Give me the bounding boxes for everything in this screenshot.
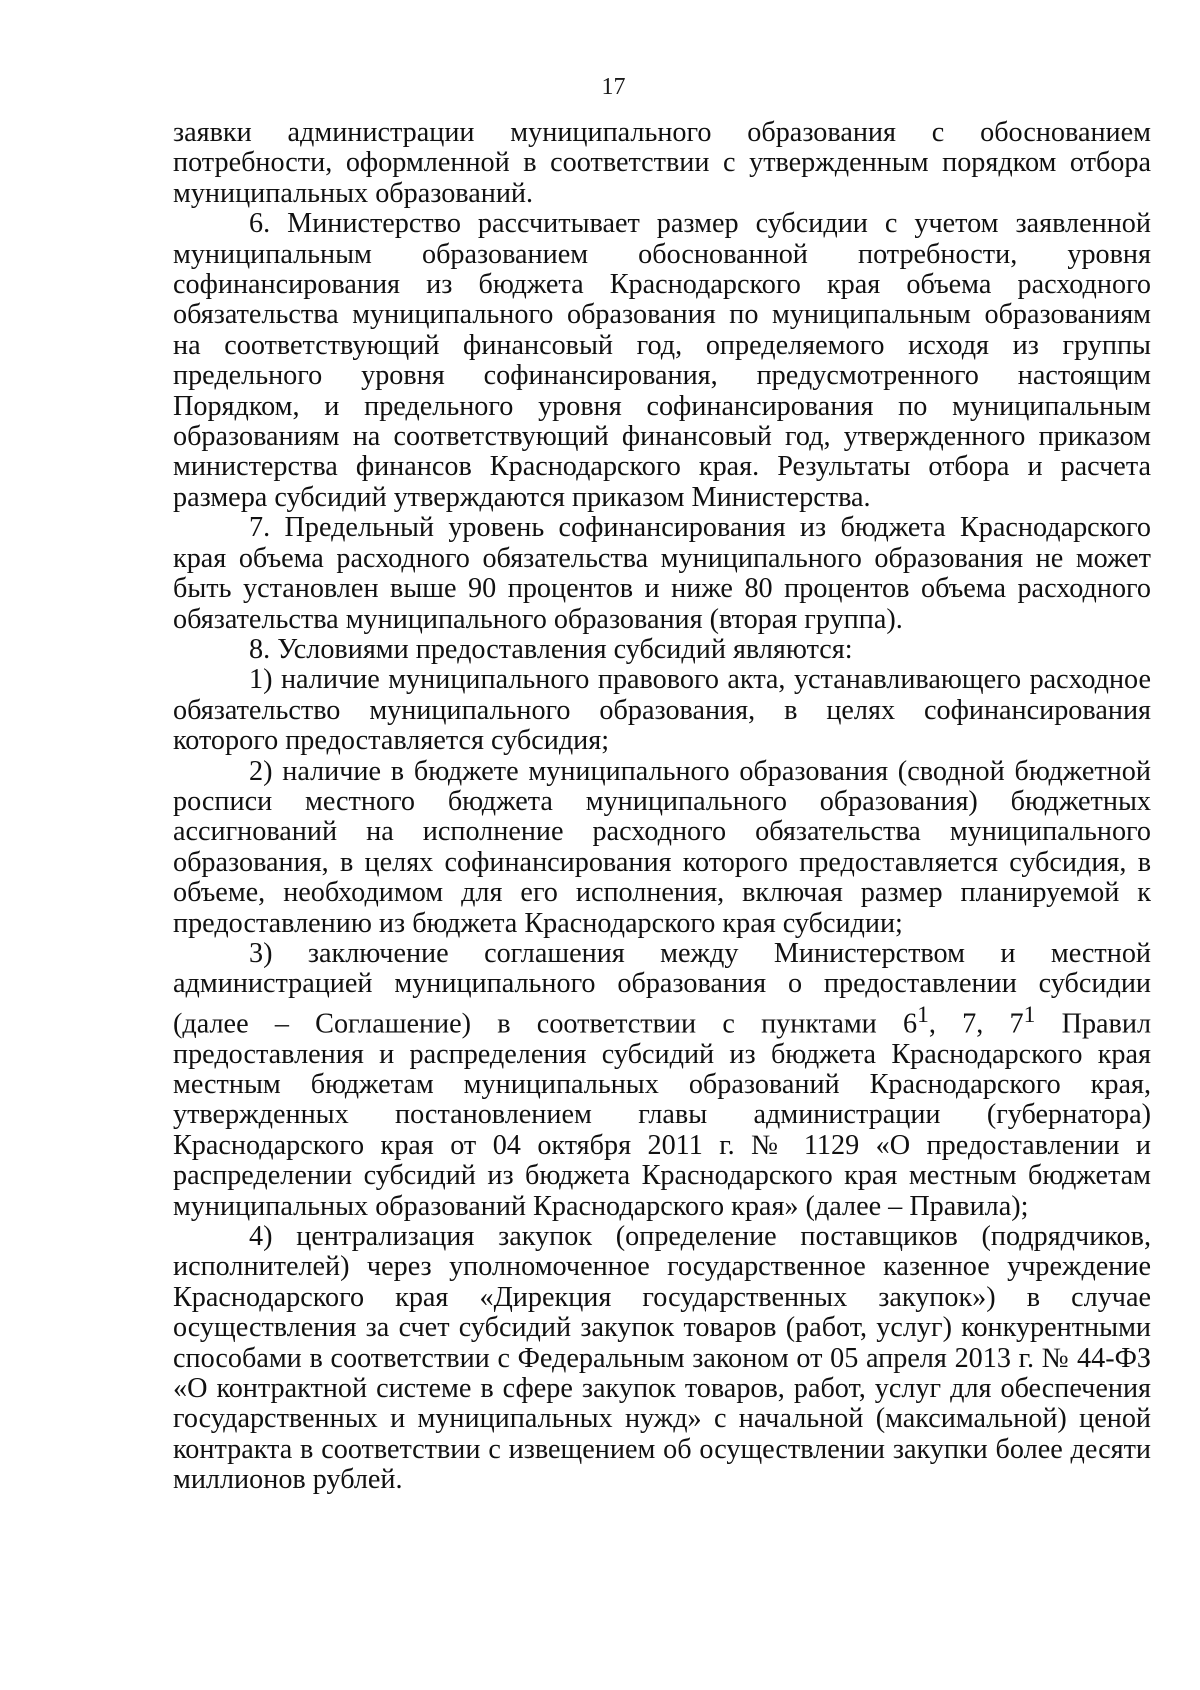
page-number: 17 — [601, 74, 626, 100]
paragraph-application-continuation: заявки администрации муниципального образования с обоснованием потребности, оформленной в соответствии с утвержденным порядком отбора муниципальных образований. — [173, 117, 1151, 209]
superscript-2: 1 — [1023, 1001, 1036, 1028]
paragraph-item-6: 6. Министерство рассчитывает размер субсидии с учетом заявленной муниципальным образованием обоснованной потребности, уровня софинансирования из бюджета Краснодарского края объема расходного обязательства муниципального образования по муниципальным образованиям на соответствующий финансовый год, определяемого исходя из группы предельного уровня софинансирования, предусмотренного настоящим Порядком, и предельного уровня софинансирования по муниципальным образованиям на соответствующий финансовый год, утвержденного приказом министерства финансов Краснодарского края. Результаты отбора и расчета размера субсидий утверждаются приказом Министерства. — [173, 208, 1151, 513]
paragraph-item-8: 8. Условиями предоставления субсидий являются: — [249, 633, 853, 665]
paragraph-item-8-3 — [173, 939, 1151, 1222]
superscript-1: 1 — [917, 1001, 929, 1028]
paragraph-item-8-3-part-a: 3) заключение соглашения между Министерством и местной администрацией муниципального образования о предоставлении субсидии (далее – Соглашение) в соответствии с пунктами 6 — [173, 937, 1151, 1040]
paragraph-item-8-4: 4) централизация закупок (определение поставщиков (подрядчиков, исполнителей) через уполномоченное государственное казенное учреждение Краснодарского края «Дирекция государственных закупок») в случае осуществления за счет субсидий закупок товаров (работ, услуг) конкурентными способами в соответствии с Федеральным законом от 05 апреля 2013 г. № 44-ФЗ «О контрактной системе в сфере закупок товаров, работ, услуг для обеспечения государственных и муниципальных нужд» с начальной (максимальной) ценой контракта в соответствии с извещением об осуществлении закупки более десяти миллионов рублей. — [173, 1221, 1151, 1496]
document-body — [173, 118, 1151, 1496]
paragraph-item-8-3-part-b: , 7, 7 — [928, 1008, 1024, 1040]
paragraph-item-8-3-part-c: Правил предоставления и распределения субсидий из бюджета Краснодарского края местным бюджетам муниципальных образований Краснодарского края, утвержденных постановлением главы администрации (губернатора) Краснодарского края от 04 октября 2011 г. № 1129 «О предоставлении и распределении субсидий из бюджета Краснодарского края местным бюджетам муниципальных образований Краснодарского края» (далее – Правила); — [173, 1008, 1152, 1222]
paragraph-item-7: 7. Предельный уровень софинансирования из бюджета Краснодарского края объема расходного обязательства муниципального образования не может быть установлен выше 90 процентов и ниже 80 процентов объема расходного обязательства муниципального образования (вторая группа). — [173, 512, 1151, 635]
paragraph-item-8-2: 2) наличие в бюджете муниципального образования (сводной бюджетной росписи местного бюджета муниципального образования) бюджетных ассигнований на исполнение расходного обязательства муниципального образования, в целях софинансирования которого предоставляется субсидия, в объеме, необходимом для его исполнения, включая размер планируемой к предоставлению из бюджета Краснодарского края субсидии; — [173, 755, 1151, 939]
paragraph-item-8-1: 1) наличие муниципального правового акта, устанавливающего расходное обязательство муниципального образования, в целях софинансирования которого предоставляется субсидия; — [173, 664, 1151, 757]
